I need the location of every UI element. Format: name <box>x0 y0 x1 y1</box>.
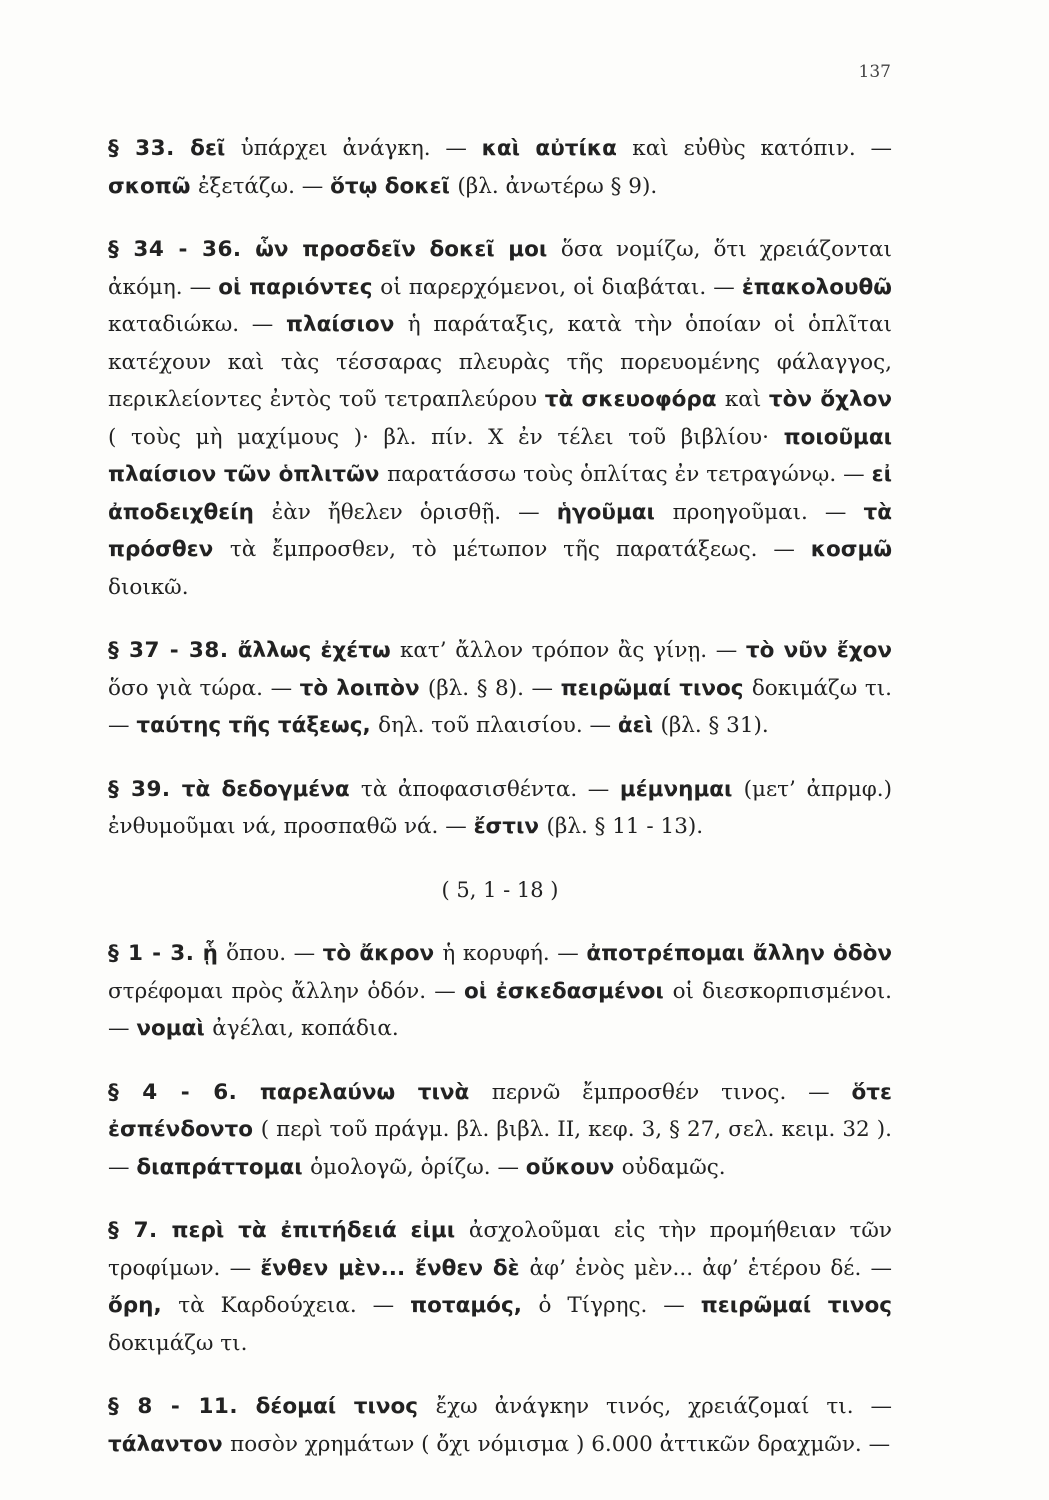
section-paragraph <box>108 632 892 745</box>
lemma: δέομαί τινος <box>238 1394 436 1419</box>
section-paragraph <box>108 231 892 606</box>
lemma: πλαίσιον <box>286 312 408 337</box>
gloss: διοικῶ. <box>108 574 189 600</box>
gloss: δοκιμάζω τι. — <box>108 675 892 738</box>
gloss: ἀγέλαι, κοπάδια. <box>212 1016 399 1041</box>
lemma: οἱ παριόντες <box>218 274 381 300</box>
gloss: ἀσχολοῦμαι εἰς τὴν προμήθειαν τῶν τροφίμων. — <box>108 1218 892 1281</box>
section-paragraph <box>108 1388 892 1463</box>
gloss: καταδιώκω. — <box>108 312 287 337</box>
gloss: ὁμολογῶ, ὁρίζω. — <box>310 1154 526 1180</box>
lemma: τὰ δεδογμένα <box>170 776 361 802</box>
commentary-text <box>108 130 892 1489</box>
gloss: κατ’ ἄλλον τρόπον ἂς γίνῃ. — <box>399 638 746 663</box>
section-paragraph <box>108 1212 892 1362</box>
gloss: τὰ Καρδούχεια. — <box>178 1293 411 1318</box>
gloss: καὶ <box>724 387 769 412</box>
lemma: ἀεὶ <box>617 713 661 738</box>
gloss: ὅσα νομίζω, ὅτι χρειάζονται ἀκόμη. — <box>108 237 892 300</box>
lemma: τὸ λοιπὸν <box>299 675 428 701</box>
lemma: καὶ αὐτίκα <box>481 136 633 161</box>
lemma: οὔκουν <box>525 1154 622 1180</box>
lemma: διαπράττομαι <box>136 1154 311 1180</box>
gloss: ἐξετάζω. — <box>197 173 331 199</box>
gloss: προηγοῦμαι. — <box>672 499 864 525</box>
section-paragraph <box>108 1074 892 1187</box>
lemma: τάλαντον <box>108 1431 231 1457</box>
lemma: παρελαύνω τινὰ <box>237 1079 492 1105</box>
gloss: ( περὶ τοῦ πράγμ. βλ. βιβλ. II, κεφ. 3, § 27, σελ. κειμ. 32 ). — <box>108 1117 893 1180</box>
lemma: πειρῶμαί τινος <box>700 1293 892 1318</box>
lemma: κοσμῶ <box>810 537 892 562</box>
gloss: περνῶ ἔμπροσθέν τινος. — <box>491 1079 852 1105</box>
section-group-2 <box>108 935 892 1463</box>
gloss: (βλ. § 31). <box>660 713 769 738</box>
gloss: ἡ παράταξις, κατὰ τὴν ὁποίαν οἱ ὁπλῖται κατέχουν καὶ τὰς τέσσαρας πλευρὰς τῆς πορευομένης φάλαγγος, περικλείοντες ἐντὸς τοῦ τετραπλεύρου <box>108 312 892 412</box>
gloss: οἱ διεσκορπισμένοι. — <box>108 978 892 1041</box>
lemma: ἐπακολουθῶ <box>741 274 892 300</box>
section-ref: § 34 - 36. <box>108 237 242 262</box>
gloss: οὐδαμῶς. <box>621 1154 726 1180</box>
section-paragraph <box>108 771 892 846</box>
lemma: ὅτῳ δοκεῖ <box>330 173 458 199</box>
section-paragraph <box>108 935 892 1048</box>
lemma: πειρῶμαί τινος <box>560 675 752 701</box>
gloss: ( τοὺς μὴ μαχίμους )· βλ. πίν. X ἐν τέλει τοῦ βιβλίου· <box>108 424 784 450</box>
lemma: τὸ νῦν ἔχον <box>745 638 892 663</box>
gloss: ἡ κορυφή. — <box>442 941 587 966</box>
lemma: ἔνθεν μὲν... ἔνθεν δὲ <box>260 1255 530 1281</box>
gloss: ἐὰν ἤθελεν ὁρισθῇ. — <box>271 499 557 525</box>
lemma: τὸν ὄχλον <box>768 387 892 412</box>
gloss: (μετ’ ἀπρμφ.) ἐνθυμοῦμαι νά, προσπαθῶ νά. — <box>108 776 893 839</box>
lemma: περὶ τὰ ἐπιτήδειά εἰμι <box>157 1218 469 1243</box>
lemma: ᾗ <box>194 941 227 966</box>
section-ref: § 4 - 6. <box>108 1079 238 1105</box>
gloss: οἱ παρερχόμενοι, οἱ διαβάται. — <box>380 274 742 300</box>
gloss: δοκιμάζω τι. <box>108 1330 248 1356</box>
gloss: τὰ ἀποφασισθέντα. — <box>360 776 620 802</box>
gloss: (βλ. § 11 - 13). <box>546 814 704 839</box>
gloss: καὶ εὐθὺς κατόπιν. — <box>632 136 893 161</box>
gloss: παρατάσσω τοὺς ὁπλίτας ἐν τετραγώνῳ. — <box>387 462 872 487</box>
lemma: μέμνημαι <box>619 776 744 802</box>
lemma: τὰ σκευοφόρα <box>544 387 725 412</box>
lemma: ὧν προσδεῖν δοκεῖ μοι <box>241 237 561 262</box>
section-ref: § 7. <box>108 1218 158 1243</box>
page-number: 137 <box>858 62 891 82</box>
gloss: (βλ. § 8). — <box>427 675 561 701</box>
section-ref: § 33. <box>108 136 175 161</box>
section-ref: § 1 - 3. <box>108 941 195 966</box>
lemma: σκοπῶ <box>108 173 198 199</box>
lemma: τὸ ἄκρον <box>322 941 443 966</box>
gloss: ὑπάρχει ἀνάγκη. — <box>240 136 482 161</box>
lemma: εἰ ἀποδειχθείη <box>108 462 892 525</box>
gloss: στρέφομαι πρὸς ἄλλην ὁδόν. — <box>108 978 464 1004</box>
lemma: οἱ ἐσκεδασμένοι <box>463 978 673 1004</box>
gloss: ὁ Τίγρης. — <box>538 1293 701 1318</box>
lemma: ὅτε ἐσπένδοντο <box>108 1079 892 1142</box>
section-ref: § 37 - 38. <box>108 638 229 663</box>
gloss: ὅσο γιὰ τώρα. — <box>108 675 300 701</box>
lemma: ἀποτρέπομαι ἄλλην ὁδὸν <box>586 941 893 966</box>
gloss: ὅπου. — <box>226 941 323 966</box>
lemma: τὰ πρόσθεν <box>108 499 892 562</box>
gloss: (βλ. ἀνωτέρω § 9). <box>457 173 658 199</box>
section-group-1 <box>108 130 892 846</box>
section-ref: § 39. <box>108 776 171 802</box>
lemma: ἄλλως ἐχέτω <box>228 638 400 663</box>
section-paragraph <box>108 130 892 205</box>
chapter-heading: ( 5, 1 - 18 ) <box>441 877 559 902</box>
gloss: ἔχω ἀνάγκην τινός, χρειάζομαί τι. — <box>435 1394 892 1419</box>
lemma: δεῖ <box>174 136 241 161</box>
lemma: ὄρη, <box>108 1293 179 1318</box>
lemma: νομαὶ <box>136 1016 213 1041</box>
gloss: τὰ ἔμπροσθεν, τὸ μέτωπον τῆς παρατάξεως. — <box>229 537 811 562</box>
lemma: ποιοῦμαι πλαίσιον τῶν ὁπλιτῶν <box>108 424 892 487</box>
lemma: ποταμός, <box>410 1293 539 1318</box>
lemma: ἔστιν <box>473 814 547 839</box>
section-ref: § 8 - 11. <box>108 1394 239 1419</box>
gloss: ποσὸν χρημάτων ( ὄχι νόμισμα ) 6.000 ἀττικῶν δραχμῶν. — <box>230 1431 891 1457</box>
lemma: ἡγοῦμαι <box>556 499 673 525</box>
gloss: ἀφ’ ἑνὸς μὲν... ἀφ’ ἑτέρου δέ. — <box>529 1255 893 1281</box>
gloss: δηλ. τοῦ πλαισίου. — <box>378 713 618 738</box>
lemma: ταύτης τῆς τάξεως, <box>136 713 379 738</box>
